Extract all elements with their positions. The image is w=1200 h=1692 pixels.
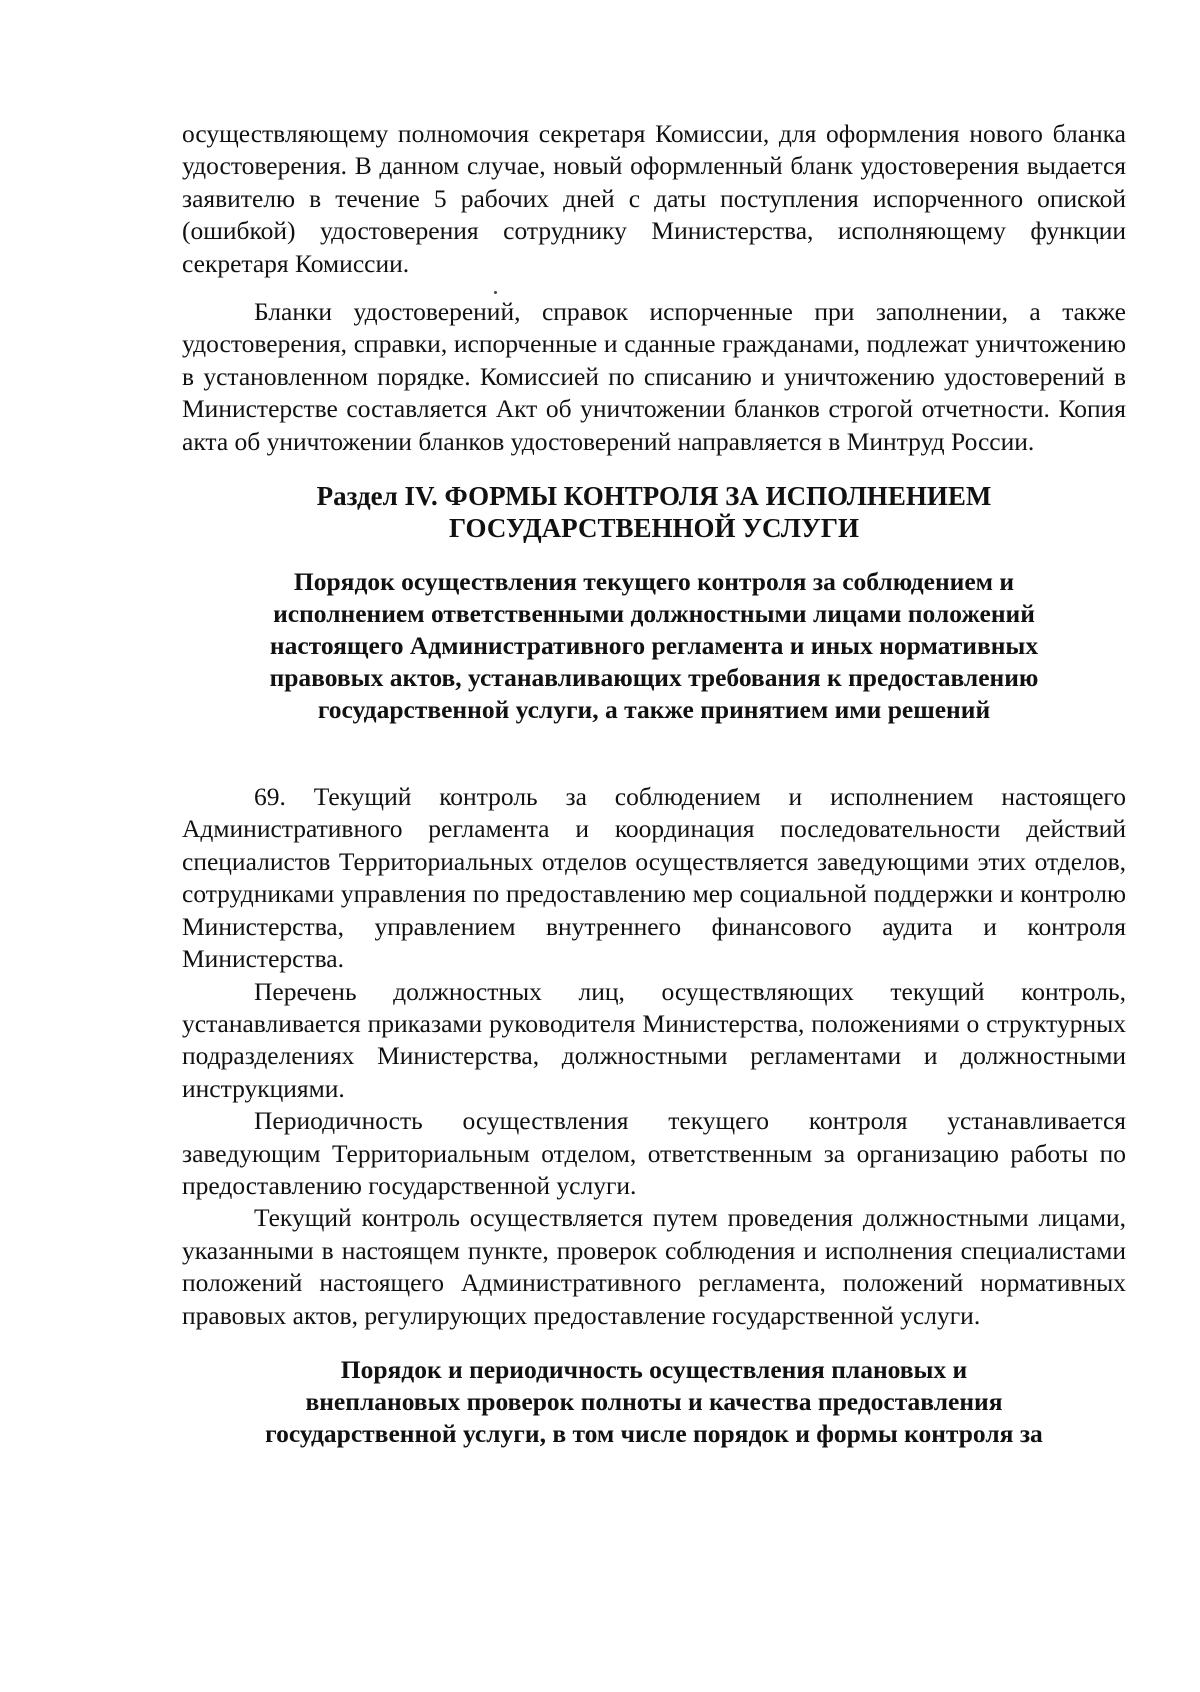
subheading-1-line-5: государственной услуги, а также принятием ими решений (317, 695, 991, 725)
subheading-2-line-3: государственной услуги, в том числе порядок и формы контроля за (265, 1418, 1043, 1448)
subheading-1-line-4: правовых актов, устанавливающих требования к предоставлению (269, 663, 1039, 693)
paragraph-continuation: осуществляющему полномочия секретаря Комиссии, для оформления нового бланка удостоверения. В данном случае, новый оформленный бланк удостоверения выдается заявителю в течение 5 рабочих дней с даты поступления испорченного опиской (ошибкой) удостоверения сотруднику Министерства, исполняющему функции секретаря Комиссии. (182, 119, 1126, 278)
section-heading (182, 480, 1126, 544)
paragraph-officials-list: Перечень должностных лиц, осуществляющих текущий контроль, устанавливается приказами руководителя Министерства, положениями о структурных подразделениях Министерства, должностными регламентами и должностными инструкциями. (182, 976, 1126, 1103)
subheading-2-line-2: внеплановых проверок полноты и качества предоставления (305, 1386, 1003, 1416)
subheading-inspections (182, 1354, 1126, 1450)
subheading-1-line-3: настоящего Административного регламента и иных нормативных (269, 631, 1039, 661)
scan-speck (494, 291, 497, 294)
paragraph-blank-destruction: Бланки удостоверений, справок испорченные при заполнении, а также удостоверения, справки, испорченные и сданные гражданами, подлежат уничтожению в установленном порядке. Комиссией по списанию и уничтожению удостоверений в Министерстве составляется Акт об уничтожении бланков строгой отчетности. Копия акта об уничтожении бланков удостоверений направляется в Минтруд России. (182, 297, 1126, 456)
paragraph-69: 69. Текущий контроль за соблюдением и исполнением настоящего Административного регламента и координация последовательности действий специалистов Территориальных отделов осуществляется заведующими этих отделов, сотрудниками управления по предоставлению мер социальной поддержки и контролю Министерства, управлением внутреннего финансового аудита и контроля Министерства. (182, 782, 1126, 974)
document-page (182, 118, 1126, 1450)
subheading-1-line-2: исполнением ответственными должностными лицами положений (273, 599, 1035, 629)
paragraph-control-method: Текущий контроль осуществляется путем проведения должностными лицами, указанными в настоящем пункте, проверок соблюдения и исполнения специалистами положений настоящего Административного регламента, положений нормативных правовых актов, регулирующих предоставление государственной услуги. (182, 1203, 1126, 1330)
paragraph-periodicity: Периодичность осуществления текущего контроля устанавливается заведующим Территориальным отделом, ответственным за организацию работы по предоставлению государственной услуги. (182, 1106, 1126, 1200)
subheading-current-control (182, 566, 1126, 726)
subheading-1-line-1: Порядок осуществления текущего контроля за соблюдением и (293, 567, 1015, 597)
section-heading-line-2: ГОСУДАРСТВЕННОЙ УСЛУГИ (449, 513, 859, 544)
subheading-2-line-1: Порядок и периодичность осуществления плановых и (340, 1354, 968, 1384)
section-heading-line-1: Раздел IV. ФОРМЫ КОНТРОЛЯ ЗА ИСПОЛНЕНИЕМ (316, 481, 992, 512)
